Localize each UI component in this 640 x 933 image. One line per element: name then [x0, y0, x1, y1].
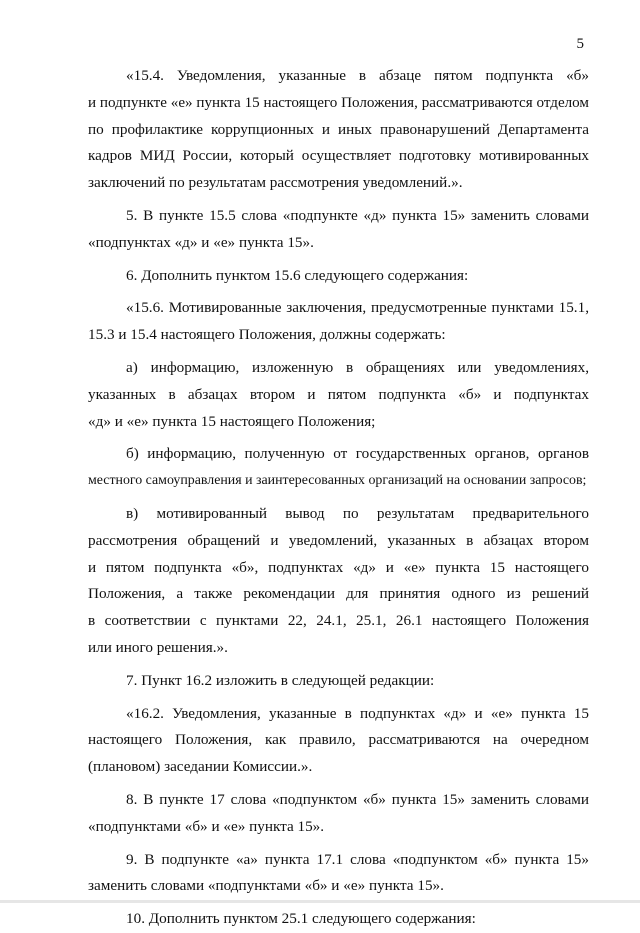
- text-line: или иного решения.».: [88, 638, 228, 656]
- document-body: [88, 63, 589, 933]
- text-line: в) мотивированный вывод по результатам предварительного: [126, 504, 589, 522]
- text-line: «15.6. Мотивированные заключения, предусмотренные пунктами 15.1,: [126, 299, 589, 317]
- text-line: 9. В подпункте «а» пункта 17.1 слова «подпунктом «б» пункта 15»: [126, 850, 589, 868]
- text-line: «подпунктах «д» и «е» пункта 15».: [88, 233, 314, 251]
- text-line: и пятом подпункта «б», подпунктах «д» и «е» пункта 15 настоящего: [88, 558, 589, 576]
- text-line: Положения, а также рекомендации для принятия одного из решений: [88, 585, 589, 603]
- text-line: в соответствии с пунктами 22, 24.1, 25.1, 26.1 настоящего Положения: [88, 612, 589, 630]
- text-line: указанных в абзацах втором и пятом подпункта «б» и подпунктах: [88, 385, 589, 403]
- paragraph: [88, 355, 589, 435]
- text-line: местного самоуправления и заинтересованных организаций на основании запросов;: [88, 473, 587, 489]
- text-line: 6. Дополнить пунктом 15.6 следующего содержания:: [126, 266, 469, 284]
- paragraph: [88, 668, 589, 695]
- text-line: а) информацию, изложенную в обращениях или уведомлениях,: [126, 358, 589, 376]
- paragraph: [88, 263, 589, 290]
- paragraph: [88, 906, 589, 933]
- paragraph: [88, 63, 589, 197]
- paragraph: [88, 701, 589, 781]
- text-line: (плановом) заседании Комиссии.».: [88, 758, 313, 776]
- page-number: 5: [576, 36, 584, 52]
- text-line: б) информацию, полученную от государственных органов, органов: [126, 445, 589, 463]
- paragraph: [88, 501, 589, 662]
- text-line: 7. Пункт 16.2 изложить в следующей редакции:: [126, 671, 435, 689]
- text-line: 8. В пункте 17 слова «подпунктом «б» пункта 15» заменить словами: [126, 790, 589, 808]
- text-line: «подпунктами «б» и «е» пункта 15».: [88, 817, 325, 835]
- text-line: кадров МИД России, который осуществляет подготовку мотивированных: [88, 147, 589, 165]
- text-line: и подпункте «е» пункта 15 настоящего Положения, рассматриваются отделом: [88, 94, 589, 111]
- text-line: «15.4. Уведомления, указанные в абзаце пятом подпункта «б»: [126, 67, 589, 84]
- text-line: 10. Дополнить пунктом 25.1 следующего содержания:: [126, 910, 476, 928]
- text-line: рассмотрения обращений и уведомлений, указанных в абзацах втором: [88, 531, 589, 549]
- paragraph: [88, 203, 589, 257]
- text-line: по профилактике коррупционных и иных правонарушений Департамента: [88, 120, 589, 138]
- text-line: «16.2. Уведомления, указанные в подпунктах «д» и «е» пункта 15: [126, 704, 589, 722]
- paragraph: [88, 847, 589, 901]
- text-line: заключений по результатам рассмотрения уведомлений.».: [88, 174, 463, 192]
- text-line: 5. В пункте 15.5 слова «подпункте «д» пункта 15» заменить словами: [126, 206, 589, 224]
- text-line: заменить словами «подпунктами «б» и «е» пункта 15».: [88, 877, 444, 895]
- text-line: 15.3 и 15.4 настоящего Положения, должны содержать:: [88, 326, 446, 344]
- text-line: настоящего Положения, как правило, рассматриваются на очередном: [88, 731, 589, 749]
- paragraph: [88, 787, 589, 841]
- text-line: «д» и «е» пункта 15 настоящего Положения;: [88, 412, 376, 430]
- paragraph: [88, 295, 589, 349]
- paragraph: [88, 441, 589, 495]
